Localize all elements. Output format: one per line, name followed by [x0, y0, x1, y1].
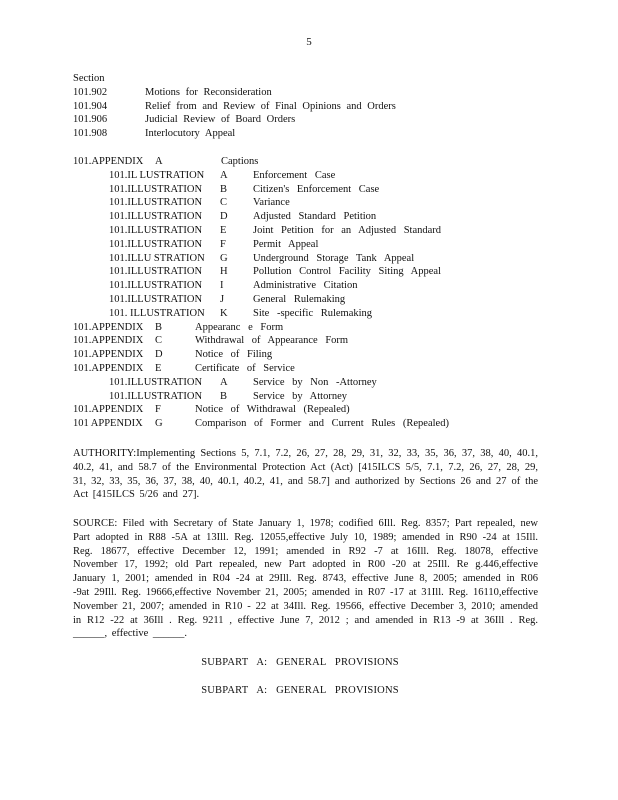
- section-title: Interlocutory Appeal: [145, 128, 236, 140]
- appendix-title: Captions: [221, 155, 259, 167]
- section-number: 101.908: [73, 128, 108, 140]
- illustration-row: [73, 390, 553, 404]
- section-label: Section: [73, 73, 105, 84]
- appendix-number: 101.APPENDIX: [73, 362, 144, 374]
- illustration-title: Underground Storage Tank Appeal: [253, 252, 415, 264]
- illustration-letter: I: [220, 280, 224, 292]
- illustration-number: 101.IL LUSTRATION: [109, 169, 205, 181]
- illustration-letter: H: [220, 266, 228, 278]
- illustration-row: [73, 252, 553, 266]
- appendix-title: Comparison of Former and Current Rules (Repealed): [195, 418, 449, 430]
- illustration-letter: F: [220, 238, 226, 250]
- appendix-row: [73, 155, 553, 169]
- illustration-title: General Rulemaking: [253, 293, 346, 305]
- source-paragraph: SOURCE: Filed with Secretary of State January 1, 1978; codified 6Ill. Reg. 8357; Part repealed, new Part adopted in R88 -5A at 13Ill. Reg. 12055,effective July 10, 1989; amended in R90 -24 at 15Ill. Reg. 18677, effective December 12, 1991; amended in R92 -7 at 16Ill. Reg. 18078, effective November 17, 1992; old Part repealed, new Part adopted in R00 -20 at 25Ill. Re g.446,effective January 1, 2001; amended in R04 -24 at 29Ill. Reg. 8743, effective June 8, 2005; amended in R06 -9at 29Ill. Reg. 19666,effective November 21, 2005; amended in R07 -17 at 31Ill. Reg. 16110,effective November 21, 2007; amended in R10 - 22 at 34Ill. Reg. 19566, effective December 3, 2010; amended in R12 -22 at 36Ill . Reg. 9211 , effective June 7, 2012 ; and amended in R13 -9 at 36Ill . Reg. ______, effective ______.: [73, 518, 538, 640]
- authority-paragraph: AUTHORITY:Implementing Sections 5, 7.1, 7.2, 26, 27, 28, 29, 31, 32, 33, 35, 36, 37, 38, 40, 40.1, 40.2, 41, and 58.7 of the Environmental Protection Act (Act) [415ILCS 5/5, 7.1, 7.2, 26, 27, 28, 29, 31, 32, 33, 35, 36, 37, 38, 40, 40.1, 40.2, 41, and 58.7] and authorized by Sections 26 and 27 of the Act [415ILCS 5/26 and 27].: [73, 448, 538, 501]
- appendix-title: Notice of Withdrawal (Repealed): [195, 404, 350, 416]
- illustration-row: [73, 376, 553, 390]
- appendix-letter: A: [155, 155, 163, 167]
- illustration-row: [73, 224, 553, 238]
- illustration-letter: D: [220, 211, 228, 223]
- illustration-number: 101.ILLUSTRATION: [109, 280, 203, 292]
- illustration-title: Service by Attorney: [253, 390, 347, 402]
- illustration-row: [73, 210, 553, 224]
- illustration-row: [73, 238, 553, 252]
- illustration-title: Citizen's Enforcement Case: [253, 183, 380, 195]
- illustration-title: Permit Appeal: [253, 238, 319, 250]
- illustration-number: 101.ILLUSTRATION: [109, 238, 203, 250]
- table-of-contents: [73, 72, 553, 431]
- toc-row: [73, 86, 553, 100]
- illustration-number: 101.ILLUSTRATION: [109, 211, 203, 223]
- section-title: Motions for Reconsideration: [145, 86, 272, 98]
- illustration-row: [73, 265, 553, 279]
- illustration-letter: A: [220, 376, 228, 388]
- illustration-number: 101.ILLUSTRATION: [109, 197, 203, 209]
- appendix-number: 101.APPENDIX: [73, 321, 144, 333]
- appendix-title: Appearanc e Form: [195, 321, 284, 333]
- illustration-title: Site -specific Rulemaking: [253, 307, 373, 319]
- appendix-number: 101.APPENDIX: [73, 335, 144, 347]
- section-number: 101.902: [73, 86, 108, 98]
- illustration-title: Variance: [253, 197, 290, 209]
- illustration-letter: E: [220, 224, 227, 236]
- illustration-number: 101.ILLUSTRATION: [109, 390, 203, 402]
- section-title: Judicial Review of Board Orders: [145, 114, 296, 126]
- illustration-title: Administrative Citation: [253, 280, 358, 292]
- toc-row: [73, 127, 553, 141]
- page-number: 5: [306, 36, 312, 48]
- appendix-letter: C: [155, 335, 163, 347]
- illustration-number: 101.ILLU STRATION: [109, 252, 205, 264]
- appendix-row: [73, 362, 553, 376]
- illustration-letter: B: [220, 183, 228, 195]
- illustration-letter: G: [220, 252, 228, 264]
- section-number: 101.906: [73, 114, 108, 126]
- illustration-row: [73, 279, 553, 293]
- appendix-title: Notice of Filing: [195, 349, 273, 361]
- illustration-letter: J: [220, 293, 225, 305]
- subpart-heading: SUBPART A: GENERAL PROVISIONS: [201, 685, 399, 696]
- toc-row: [73, 100, 553, 114]
- appendix-letter: B: [155, 321, 163, 333]
- illustration-letter: A: [220, 169, 228, 181]
- appendix-title: Certificate of Service: [195, 362, 295, 374]
- illustration-title: Service by Non -Attorney: [253, 376, 377, 388]
- appendix-letter: E: [155, 362, 162, 374]
- illustration-number: 101. ILLUSTRATION: [109, 307, 205, 319]
- illustration-title: Adjusted Standard Petition: [253, 211, 377, 223]
- illustration-number: 101.ILLUSTRATION: [109, 376, 203, 388]
- section-title: Relief from and Review of Final Opinions and Orders: [145, 100, 396, 112]
- illustration-number: 101.ILLUSTRATION: [109, 183, 203, 195]
- appendix-row: [73, 348, 553, 362]
- subpart-heading: SUBPART A: GENERAL PROVISIONS: [201, 657, 399, 668]
- appendix-title: Withdrawal of Appearance Form: [195, 335, 349, 347]
- appendix-number: 101.APPENDIX: [73, 349, 144, 361]
- illustration-row: [73, 169, 553, 183]
- illustration-number: 101.ILLUSTRATION: [109, 266, 203, 278]
- appendix-number: 101 APPENDIX: [73, 418, 143, 430]
- appendix-row: [73, 417, 553, 431]
- illustration-number: 101.ILLUSTRATION: [109, 224, 203, 236]
- illustration-row: [73, 293, 553, 307]
- illustration-title: Joint Petition for an Adjusted Standard: [253, 224, 442, 236]
- illustration-row: [73, 183, 553, 197]
- appendix-number: 101.APPENDIX: [73, 155, 144, 167]
- illustration-letter: C: [220, 197, 228, 209]
- section-header: [73, 72, 553, 86]
- toc-row: [73, 113, 553, 127]
- appendix-letter: F: [155, 404, 161, 416]
- appendix-row: [73, 334, 553, 348]
- illustration-row: [73, 196, 553, 210]
- section-number: 101.904: [73, 100, 108, 112]
- appendix-number: 101.APPENDIX: [73, 404, 144, 416]
- illustration-title: Pollution Control Facility Siting Appeal: [253, 266, 442, 278]
- appendix-row: [73, 321, 553, 335]
- illustration-row: [73, 307, 553, 321]
- appendix-letter: D: [155, 349, 163, 361]
- illustration-title: Enforcement Case: [253, 169, 336, 181]
- appendix-row: [73, 403, 553, 417]
- appendix-letter: G: [155, 418, 163, 430]
- illustration-letter: K: [220, 307, 228, 319]
- illustration-letter: B: [220, 390, 228, 402]
- illustration-number: 101.ILLUSTRATION: [109, 293, 203, 305]
